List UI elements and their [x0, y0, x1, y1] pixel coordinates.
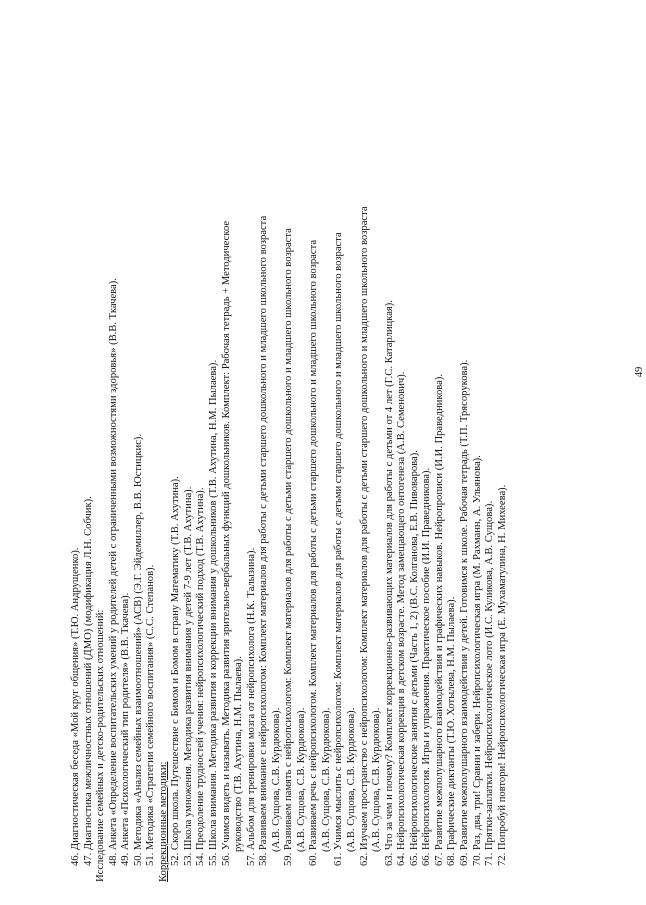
list-item: 67. Развитие межполушарного взаимодействия и графических навыков. Нейропрописи (И.И. Праведникова). — [433, 374, 445, 866]
list-item: 58. Развиваем внимание с нейропсихологом: Комплект материалов для работы с детьми старшего дошкольного и младшего школьного возраста — [258, 215, 270, 866]
list-item: 56. Учимся видеть и называть. Методика развития зрительно-вербальных функций дошкольников. Комплект: Рабочая тетрадь + Методическое — [220, 220, 232, 866]
list-item: 55. Школа внимания. Методика развития и коррекции внимания у дошкольников (Т.В. Ахутина, Н.М. Пылаева). — [208, 359, 220, 866]
list-item: 50. Методика «Анализ семейных взаимоотношений» (АСВ) (Э.Г. Эйдемиллер, В.В. Юстицкис). — [132, 433, 144, 866]
list-item: 61. Учимся мыслить с нейропсихологом: Комплект материалов для работы с детьми старшего дошкольного и младшего школьного возраста — [333, 232, 345, 866]
section-heading: Коррекционные методики: — [157, 761, 169, 882]
list-item: (А.В. Сущова, С.В. Курдюкова). — [346, 707, 358, 852]
list-item: (А.В. Сущова, С.В. Курдюкова). — [371, 707, 383, 852]
list-item: 47. Диагностика межличностных отношений (ДМО) (модификация Л.Н. Собчик). — [82, 496, 94, 866]
list-item: 59. Развиваем память с нейропсихологом: Комплект материалов для работы с детьми старшего дошкольного и младшего школьного возраста — [283, 228, 295, 866]
list-item: 68. Графические диктанты (Т.Ю. Хотылева, Н.М. Пылаева). — [446, 596, 458, 866]
list-item: 52. Скоро школа. Путешествие с Бимом и Бомом в страну Математику (Т.В. Ахутина). — [170, 476, 182, 866]
list-item: 63. Что за чем и почему? Комплект коррекционно-развивающих материалов для работы с детьми от 4 лет (Г.С. Катарлицкая). — [383, 300, 395, 866]
list-item: 49. Анкета «Психологический тип родителя» (В.В. Ткачева). — [120, 592, 132, 866]
list-item: 60. Развиваем речь с нейропсихологом. Комплект материалов для работы с детьми старшего дошкольного и младшего школьного возраста — [308, 239, 320, 866]
list-item: 72. Попробуй повтори! Нейропсихологическая игра (Е. Мухаматулина, Н. Михеева). — [496, 484, 508, 866]
list-item: 46. Диагностическая беседа «Мой круг общения» (Т.Ю. Андрущенко). — [70, 547, 81, 866]
list-item: 64. Нейропсихологическая коррекция в детском возрасте. Метод замещающего онтогенеза (А.В. Семенович). — [396, 371, 408, 866]
list-item: (А.В. Сущова, С.В. Курдюкова). — [320, 707, 332, 852]
list-item: (А.В. Сущова, С.В. Курдюкова). — [295, 707, 307, 852]
list-item: 69. Развитие межполушарного взаимодействия у детей. Готовимся к школе. Рабочая тетрадь (Т.П. Трясорукова). — [458, 359, 470, 866]
list-item: 65. Нейропсихологические занятия с детьми (Часть 1, 2) (В.С. Колганова, Е.В. Пивоварова). — [408, 450, 420, 866]
list-item: 71. Прятки-заплатки. Нейропсихологическое лото (И.С. Куликова, А.В. Сущова). — [484, 500, 496, 866]
list-item: 51. Методика «Стратегии семейного воспитания» (С.С. Степанов). — [145, 564, 157, 866]
list-item: 70. Раз, два, три! Сравни и забери. Нейропсихологическая игра (М. Рахманн, А. Ульянова). — [471, 455, 483, 866]
list-item: 62. Изучаем пространство с нейропсихологом: Комплект материалов для работы с детьми старшего дошкольного и младшего школьного возраста — [358, 206, 370, 866]
list-item: руководство (Т.В. Ахутина, Н.М. Пылаева). — [233, 656, 245, 852]
list-item: 57. Альбом для тренировки мозга от нейропсихолога (Н.К. Талызина). — [245, 547, 257, 866]
list-item: (А.В. Сущова, С.В. Курдюкова). — [270, 707, 282, 852]
list-item: 53. Школа умножения. Методика развития внимания у детей 7-9 лет (Т.В. Ахутина). — [182, 486, 194, 866]
list-item: 48. Анкета «Определение воспитательских умений у родителей детей с ограниченными возможностями здоровья» (В.В. Ткачева). — [107, 278, 119, 866]
list-item: 54. Преодоление трудностей учения: нейропсихологический подход (Т.В. Ахутина). — [195, 487, 207, 866]
page-number: 49 — [634, 366, 645, 378]
list-item: 66. Нейропсихология. Игры и упражнения. Практическое пособие (И.И. Праведникова). — [421, 467, 433, 866]
section-heading: Исследование семейных и детско-родительских отношений: — [95, 609, 107, 882]
rotated-text-block — [70, 17, 580, 882]
